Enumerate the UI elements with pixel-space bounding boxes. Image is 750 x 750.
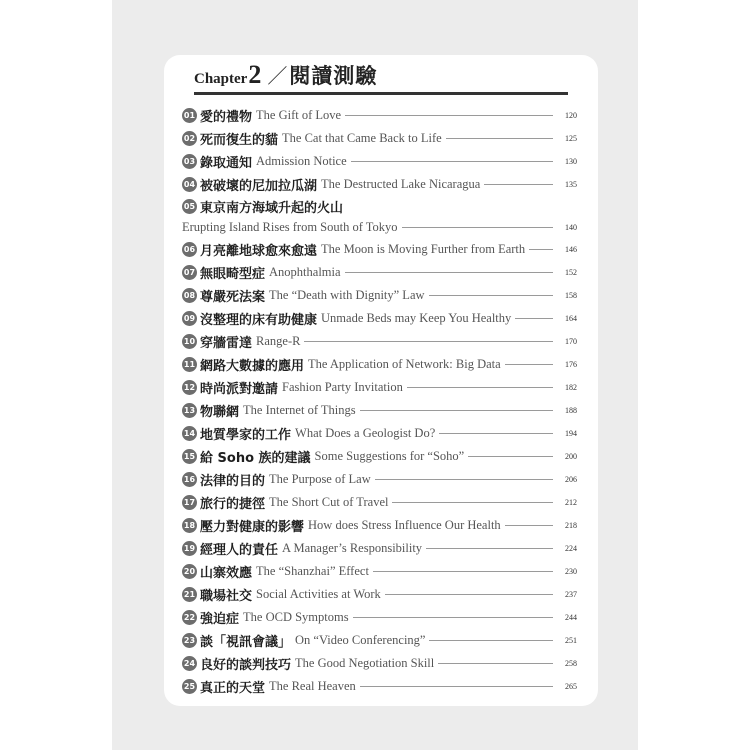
entry-english-title: The Good Negotiation Skill <box>295 656 435 670</box>
entry-number-badge: 14 <box>182 426 197 441</box>
leader-line <box>529 249 553 250</box>
entry-page-number: 265 <box>565 682 577 691</box>
entry-page-number: 200 <box>565 452 577 461</box>
entry-page-number: 206 <box>565 475 577 484</box>
entry-english-title: The “Shanzhai” Effect <box>256 564 369 578</box>
entry-chinese-title: 山寨效應 <box>200 566 253 581</box>
entry-english-title: Social Activities at Work <box>256 587 381 601</box>
entry-english-title: How does Stress Influence Our Health <box>308 518 501 532</box>
entry-number-badge: 10 <box>182 334 197 349</box>
toc-entry <box>182 514 577 537</box>
chapter-word: Chapter <box>194 71 248 87</box>
chapter-number: 2 <box>248 60 262 89</box>
chapter-slash: ／ <box>267 66 288 88</box>
entry-english-title: Admission Notice <box>256 154 347 168</box>
toc-entry <box>182 422 577 445</box>
leader-line <box>429 640 553 641</box>
toc-entry <box>182 284 577 307</box>
toc-entry <box>182 353 577 376</box>
entry-number-badge: 20 <box>182 564 197 579</box>
entry-page-number: 152 <box>565 268 577 277</box>
entry-page-number: 158 <box>565 291 577 300</box>
entry-page-number: 258 <box>565 659 577 668</box>
entry-page-number: 135 <box>565 180 577 189</box>
entry-chinese-title: 經理人的責任 <box>200 543 279 558</box>
leader-line <box>407 387 553 388</box>
leader-line <box>484 184 553 185</box>
entry-chinese-title: 良好的談判技巧 <box>200 658 292 673</box>
toc-entry <box>182 399 577 422</box>
entry-number-badge: 01 <box>182 108 197 123</box>
entry-chinese-title: 談「視訊會議」 <box>200 635 292 650</box>
toc-entry <box>182 330 577 353</box>
entry-chinese-title: 物聯網 <box>200 405 240 420</box>
leader-line <box>402 227 553 228</box>
entry-english-title: The Cat that Came Back to Life <box>282 131 442 145</box>
entry-chinese-title: 尊嚴死法案 <box>200 290 266 305</box>
toc-entry <box>182 491 577 514</box>
entry-chinese-title: 東京南方海域升起的火山 <box>200 201 344 216</box>
entry-number-badge: 15 <box>182 449 197 464</box>
toc-entry <box>182 127 577 150</box>
chapter-title: 閱讀測驗 <box>289 64 378 88</box>
toc-entry <box>182 104 577 127</box>
toc-entry <box>182 445 577 468</box>
toc-page <box>164 55 598 706</box>
leader-line <box>351 161 553 162</box>
entry-page-number: 218 <box>565 521 577 530</box>
entry-english-title: The Purpose of Law <box>269 472 371 486</box>
toc-list <box>182 104 577 698</box>
entry-english-title: The Gift of Love <box>256 108 342 122</box>
toc-entry <box>182 652 577 675</box>
entry-chinese-title: 網路大數據的應用 <box>200 359 305 374</box>
toc-entry <box>182 606 577 629</box>
toc-entry <box>182 307 577 330</box>
entry-chinese-title: 職場社交 <box>200 589 253 604</box>
entry-chinese-title: 死而復生的貓 <box>200 133 279 148</box>
entry-chinese-title: 旅行的捷徑 <box>200 497 266 512</box>
entry-chinese-title: 穿牆雷達 <box>200 336 253 351</box>
entry-page-number: 182 <box>565 383 577 392</box>
entry-chinese-title: 法律的目的 <box>200 474 266 489</box>
entry-english-title: The Moon is Moving Further from Earth <box>321 242 526 256</box>
entry-number-badge: 13 <box>182 403 197 418</box>
entry-page-number: 120 <box>565 111 577 120</box>
leader-line <box>385 594 553 595</box>
entry-english-title: Unmade Beds may Keep You Healthy <box>321 311 512 325</box>
leader-line <box>429 295 553 296</box>
toc-entry <box>182 583 577 606</box>
entry-english-title: The Short Cut of Travel <box>269 495 389 509</box>
entry-english-title: What Does a Geologist Do? <box>295 426 436 440</box>
entry-chinese-title: 地質學家的工作 <box>200 428 292 443</box>
leader-line <box>345 115 553 116</box>
toc-entry <box>182 629 577 652</box>
toc-entry <box>182 537 577 560</box>
entry-page-number: 244 <box>565 613 577 622</box>
entry-number-badge: 17 <box>182 495 197 510</box>
entry-english-title: Anophthalmia <box>269 265 341 279</box>
entry-english-title: The OCD Symptoms <box>243 610 349 624</box>
leader-line <box>304 341 553 342</box>
entry-page-number: 164 <box>565 314 577 323</box>
toc-entry <box>182 468 577 491</box>
entry-number-badge: 21 <box>182 587 197 602</box>
entry-english-title: On “Video Conferencing” <box>295 633 426 647</box>
entry-chinese-title: 真正的天堂 <box>200 681 266 696</box>
entry-page-number: 230 <box>565 567 577 576</box>
toc-entry <box>182 675 577 698</box>
entry-page-number: 146 <box>565 245 577 254</box>
entry-page-number: 130 <box>565 157 577 166</box>
entry-page-number: 188 <box>565 406 577 415</box>
leader-line <box>439 433 553 434</box>
leader-line <box>360 410 553 411</box>
entry-english-title: The Real Heaven <box>269 679 356 693</box>
entry-number-badge: 03 <box>182 154 197 169</box>
entry-number-badge: 02 <box>182 131 197 146</box>
entry-english-title: Fashion Party Invitation <box>282 380 403 394</box>
entry-number-badge: 18 <box>182 518 197 533</box>
leader-line <box>375 479 553 480</box>
entry-english-title: Range-R <box>256 334 301 348</box>
entry-number-badge: 06 <box>182 242 197 257</box>
leader-line <box>515 318 553 319</box>
entry-page-number: 194 <box>565 429 577 438</box>
entry-page-number: 176 <box>565 360 577 369</box>
toc-entry <box>182 150 577 173</box>
leader-line <box>373 571 553 572</box>
entry-page-number: 224 <box>565 544 577 553</box>
entry-english-title: The Application of Network: Big Data <box>308 357 501 371</box>
entry-chinese-title: 錄取通知 <box>200 156 253 171</box>
entry-number-badge: 11 <box>182 357 197 372</box>
entry-english-title: Erupting Island Rises from South of Tokyo <box>182 220 398 234</box>
entry-number-badge: 07 <box>182 265 197 280</box>
entry-number-badge: 25 <box>182 679 197 694</box>
entry-chinese-title: 時尚派對邀請 <box>200 382 279 397</box>
entry-chinese-title: 月亮離地球愈來愈遠 <box>200 244 318 259</box>
entry-number-badge: 05 <box>182 199 197 214</box>
leader-line <box>505 364 553 365</box>
entry-number-badge: 19 <box>182 541 197 556</box>
entry-page-number: 251 <box>565 636 577 645</box>
leader-line <box>360 686 553 687</box>
entry-chinese-title: 沒整理的床有助健康 <box>200 313 318 328</box>
entry-number-badge: 23 <box>182 633 197 648</box>
toc-entry <box>182 238 577 261</box>
toc-entry <box>182 173 577 196</box>
entry-number-badge: 22 <box>182 610 197 625</box>
leader-line <box>345 272 553 273</box>
leader-line <box>392 502 553 503</box>
entry-number-badge: 09 <box>182 311 197 326</box>
toc-entry <box>182 376 577 399</box>
toc-entry <box>182 560 577 583</box>
chapter-heading <box>194 60 377 90</box>
entry-english-title: The Internet of Things <box>243 403 356 417</box>
entry-number-badge: 16 <box>182 472 197 487</box>
entry-page-number: 170 <box>565 337 577 346</box>
toc-entry <box>182 196 577 238</box>
leader-line <box>505 525 553 526</box>
entry-chinese-title: 給 Soho 族的建議 <box>200 451 311 466</box>
toc-entry <box>182 261 577 284</box>
entry-number-badge: 24 <box>182 656 197 671</box>
entry-number-badge: 12 <box>182 380 197 395</box>
entry-english-title: The Destructed Lake Nicaragua <box>321 177 481 191</box>
entry-page-number: 237 <box>565 590 577 599</box>
entry-page-number: 140 <box>565 223 577 232</box>
leader-line <box>426 548 553 549</box>
entry-page-number: 212 <box>565 498 577 507</box>
entry-english-title: Some Suggestions for “Soho” <box>314 449 465 463</box>
entry-chinese-title: 無眼畸型症 <box>200 267 266 282</box>
entry-chinese-title: 壓力對健康的影響 <box>200 520 305 535</box>
entry-chinese-title: 被破壞的尼加拉瓜湖 <box>200 179 318 194</box>
entry-page-number: 125 <box>565 134 577 143</box>
entry-english-title: The “Death with Dignity” Law <box>269 288 425 302</box>
leader-line <box>353 617 553 618</box>
entry-chinese-title: 強迫症 <box>200 612 240 627</box>
entry-number-badge: 04 <box>182 177 197 192</box>
leader-line <box>438 663 553 664</box>
entry-english-title: A Manager’s Responsibility <box>282 541 423 555</box>
entry-number-badge: 08 <box>182 288 197 303</box>
heading-rule <box>194 92 568 95</box>
leader-line <box>468 456 553 457</box>
entry-chinese-title: 愛的禮物 <box>200 110 253 125</box>
leader-line <box>446 138 553 139</box>
